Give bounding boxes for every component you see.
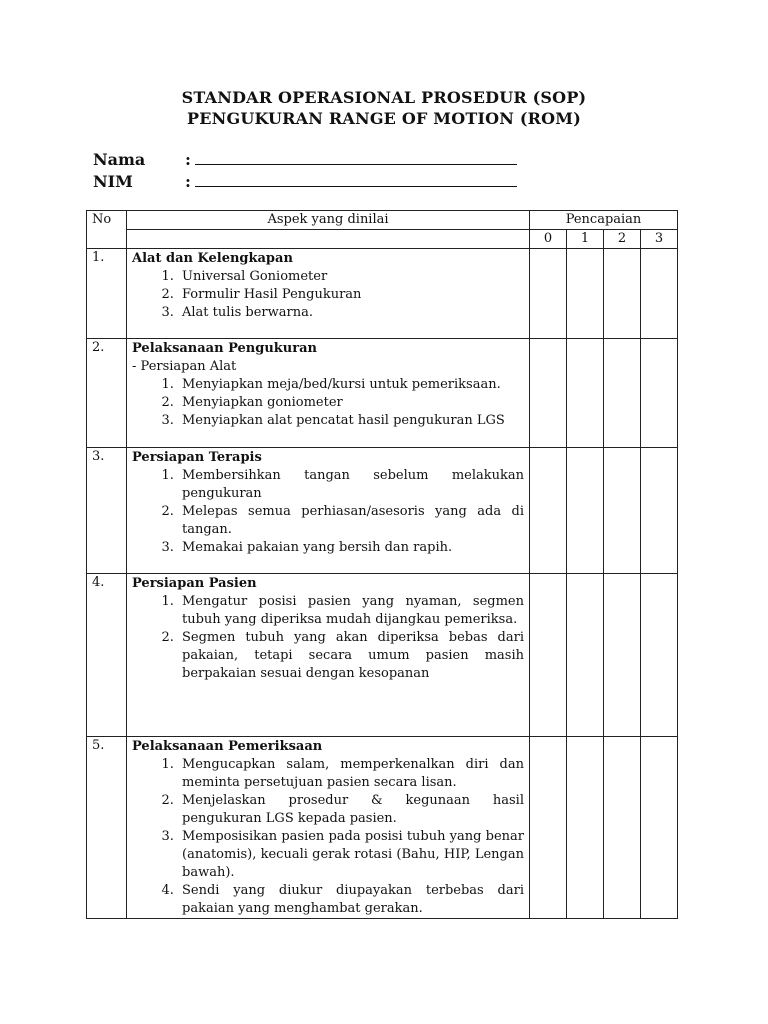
section-title: Alat dan Kelengkapan xyxy=(132,251,293,266)
list-item: 3. Memposisikan pasien pada posisi tubuh yang benar (anatomis), kecuali gerak rotasi (Bahu, HIP, Lengan bawah). xyxy=(178,828,524,882)
score-3-header: 3 xyxy=(641,230,678,249)
score-cell-2[interactable] xyxy=(604,737,641,919)
score-cell-3[interactable] xyxy=(641,339,678,448)
score-cell-2[interactable] xyxy=(604,574,641,737)
score-cell-1[interactable] xyxy=(567,574,604,737)
nama-colon: : xyxy=(185,150,191,169)
nama-field xyxy=(93,150,517,169)
score-cell-3[interactable] xyxy=(641,249,678,339)
list-item: 1. Mengucapkan salam, memperkenalkan diri dan meminta persetujuan pasien secara lisan. xyxy=(178,756,524,792)
table-row xyxy=(87,249,678,339)
nim-blank-line xyxy=(195,172,517,187)
score-cell-0[interactable] xyxy=(530,339,567,448)
row-number: 5. xyxy=(87,737,127,919)
list-item: 1. Menyiapkan meja/bed/kursi untuk pemeriksaan. xyxy=(178,376,524,394)
score-cell-1[interactable] xyxy=(567,249,604,339)
list-item: 1. Mengatur posisi pasien yang nyaman, segmen tubuh yang diperiksa mudah dijangkau pemeriksa. xyxy=(178,593,524,629)
row-number: 2. xyxy=(87,339,127,448)
nama-blank-line xyxy=(195,150,517,165)
list-item: 2. Menjelaskan prosedur & kegunaan hasil pengukuran LGS kepada pasien. xyxy=(178,792,524,828)
list-item: 2. Formulir Hasil Pengukuran xyxy=(178,286,524,304)
score-1-header: 1 xyxy=(567,230,604,249)
item-list xyxy=(132,467,524,557)
item-list xyxy=(132,268,524,322)
row-aspek xyxy=(127,737,530,919)
header-aspek: Aspek yang dinilai xyxy=(127,211,530,230)
list-item: 4. Sendi yang diukur diupayakan terbebas dari pakaian yang menghambat gerakan. xyxy=(178,882,524,918)
list-item: 3. Memakai pakaian yang bersih dan rapih. xyxy=(178,539,524,557)
document-title: STANDAR OPERASIONAL PROSEDUR (SOP) xyxy=(181,88,587,107)
score-cell-2[interactable] xyxy=(604,249,641,339)
row-aspek xyxy=(127,448,530,574)
list-item: 3. Alat tulis berwarna. xyxy=(178,304,524,322)
score-cell-0[interactable] xyxy=(530,249,567,339)
section-title: Pelaksanaan Pengukuran xyxy=(132,341,317,356)
list-item: 1. Universal Goniometer xyxy=(178,268,524,286)
list-item: 2. Melepas semua perhiasan/asesoris yang ada di tangan. xyxy=(178,503,524,539)
nim-field xyxy=(93,172,517,191)
score-cell-2[interactable] xyxy=(604,339,641,448)
row-number: 1. xyxy=(87,249,127,339)
document-subtitle: PENGUKURAN RANGE OF MOTION (ROM) xyxy=(187,109,581,128)
header-no: No xyxy=(87,211,127,249)
score-cell-3[interactable] xyxy=(641,574,678,737)
score-cell-0[interactable] xyxy=(530,448,567,574)
nim-label: NIM xyxy=(93,172,133,191)
score-cell-3[interactable] xyxy=(641,737,678,919)
header-pencapaian: Pencapaian xyxy=(530,211,678,230)
table-row xyxy=(87,737,678,919)
score-cell-1[interactable] xyxy=(567,448,604,574)
score-cell-1[interactable] xyxy=(567,737,604,919)
nama-label: Nama xyxy=(93,150,146,169)
score-2-header: 2 xyxy=(604,230,641,249)
section-title: Persiapan Pasien xyxy=(132,576,257,591)
list-item: 3. Menyiapkan alat pencatat hasil pengukuran LGS xyxy=(178,412,524,430)
item-list xyxy=(132,593,524,683)
row-aspek xyxy=(127,249,530,339)
table-row xyxy=(87,448,678,574)
table-row xyxy=(87,574,678,737)
section-title: Persiapan Terapis xyxy=(132,450,262,465)
section-subheading: - Persiapan Alat xyxy=(132,359,237,374)
section-title: Pelaksanaan Pemeriksaan xyxy=(132,739,323,754)
assessment-table xyxy=(86,210,678,919)
score-cell-3[interactable] xyxy=(641,448,678,574)
score-cell-0[interactable] xyxy=(530,574,567,737)
item-list xyxy=(132,376,524,430)
table-row xyxy=(87,339,678,448)
item-list xyxy=(132,756,524,918)
nim-colon: : xyxy=(185,172,191,191)
score-cell-2[interactable] xyxy=(604,448,641,574)
list-item: 2. Segmen tubuh yang akan diperiksa bebas dari pakaian, tetapi secara umum pasien masih berpakaian sesuai dengan kesopanan xyxy=(178,629,524,683)
score-0-header: 0 xyxy=(530,230,567,249)
score-cell-1[interactable] xyxy=(567,339,604,448)
row-number: 3. xyxy=(87,448,127,574)
row-number: 4. xyxy=(87,574,127,737)
list-item: 1. Membersihkan tangan sebelum melakukan pengukuran xyxy=(178,467,524,503)
header-aspek-blank xyxy=(127,230,530,249)
row-aspek xyxy=(127,574,530,737)
row-aspek xyxy=(127,339,530,448)
list-item: 2. Menyiapkan goniometer xyxy=(178,394,524,412)
score-cell-0[interactable] xyxy=(530,737,567,919)
